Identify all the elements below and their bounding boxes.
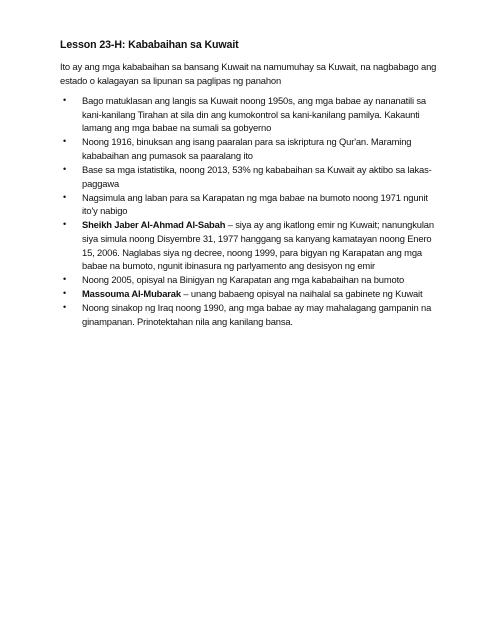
item-text: Bago matuklasan ang langis sa Kuwait noong 1950s, ang mga babae ay nananatili sa kani-kanilang Tirahan at sila din ang kumokontrol sa kani-kanilang pamilya. Kakaunti lamang ang mga babae na sumali sa gobyerno — [82, 95, 426, 134]
bullet-icon: • — [63, 95, 67, 105]
list-item — [60, 135, 442, 162]
bullet-icon: • — [63, 191, 67, 202]
list-item — [60, 191, 442, 218]
bullet-icon: • — [63, 219, 67, 230]
bullet-icon: • — [63, 274, 67, 285]
bullet-icon: • — [63, 136, 67, 147]
lesson-title: Lesson 23-H: Kababaihan sa Kuwait — [60, 39, 239, 51]
item-text: Noong sinakop ng Iraq noong 1990, ang mga babae ay may mahalagang gampanin na ginampanan. Prinotektahan nila ang kanilang bansa. — [82, 302, 432, 327]
list-item — [60, 273, 442, 287]
bullet-list — [60, 94, 442, 329]
intro-paragraph: Ito ay ang mga kababaihan sa bansang Kuwait na namumuhay sa Kuwait, na nagbabago ang estado o kalagayan sa lipunan sa paglipas ng panahon — [60, 61, 437, 86]
item-text: Nagsimula ang laban para sa Karapatan ng mga babae na bumoto noong 1971 ngunit ito'y nabigo — [82, 191, 428, 217]
list-item — [60, 94, 442, 135]
list-item — [60, 163, 442, 190]
bullet-icon: • — [63, 302, 67, 313]
list-item — [60, 218, 442, 272]
bullet-icon: • — [63, 288, 67, 299]
item-text: Base sa mga istatistika, noong 2013, 53% ng kababaihan sa Kuwait ay aktibo sa lakas-paggawa — [82, 163, 432, 189]
item-text: – unang babaeng opisyal na naihalal sa gabinete ng Kuwait — [180, 288, 423, 300]
document-content — [60, 38, 442, 329]
list-item — [60, 301, 442, 328]
item-text: Noong 1916, binuksan ang isang paaralan para sa iskriptura ng Qur'an. Maraming kababaihan ang pumasok sa paaralang ito — [82, 136, 412, 161]
item-bold-name: Sheikh Jaber Al-Ahmad Al-Sabah — [82, 219, 226, 231]
item-text: Noong 2005, opisyal na Binigyan ng Karapatan ang mga kababaihan na bumoto — [82, 274, 405, 286]
item-text: – siya ay ang ikatlong emir ng Kuwait; nanungkulan siya simula noong Disyembre 31, 1977 hanggang sa kanyang kamatayan noong Enero 15, 2006. Naglabas siya ng decree, noong 1999, para bigyan ng Karapatan ang mga babae na bumoto, ngunit ibinasura ng parlyamento ang desisyon ng emir — [82, 219, 434, 272]
item-bold-name: Massouma Al-Mubarak — [82, 288, 181, 300]
bullet-icon: • — [63, 163, 67, 174]
list-item — [60, 287, 442, 301]
